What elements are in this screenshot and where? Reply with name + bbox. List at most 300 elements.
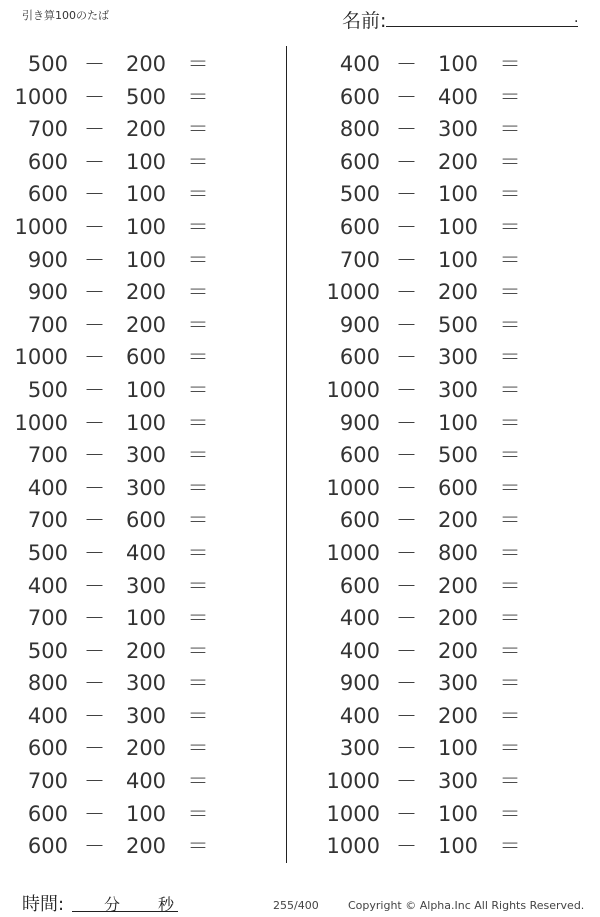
minuend: 600 [339, 508, 380, 533]
equals-sign: ＝ [499, 312, 521, 337]
equals-sign: ＝ [187, 540, 209, 565]
equals-sign: ＝ [499, 671, 521, 696]
subtrahend: 100 [125, 801, 167, 826]
subtrahend: 500 [437, 443, 479, 468]
problem-row [312, 178, 592, 211]
subtrahend: 600 [125, 345, 167, 370]
minuend: 700 [27, 769, 68, 794]
subtrahend: 600 [125, 508, 167, 533]
equals-sign: ＝ [187, 214, 209, 239]
answer-space[interactable] [214, 178, 274, 211]
equals-sign: ＝ [499, 345, 521, 370]
equals-sign: ＝ [187, 247, 209, 272]
equals-sign: ＝ [499, 638, 521, 663]
subtrahend: 300 [125, 573, 167, 598]
minuend: 400 [339, 703, 380, 728]
equals-sign: ＝ [187, 52, 209, 76]
minus-sign: － [84, 117, 105, 142]
answer-space[interactable] [526, 113, 586, 146]
subtrahend: 400 [125, 769, 167, 794]
answer-space[interactable] [526, 472, 586, 505]
minus-sign: － [396, 377, 417, 402]
subtrahend: 100 [125, 182, 167, 207]
problem-row [0, 146, 280, 179]
minuend: 600 [27, 834, 68, 859]
answer-space[interactable] [214, 732, 274, 765]
answer-space[interactable] [526, 276, 586, 309]
minus-sign: － [84, 573, 105, 598]
copyright-notice: Copyright © Alpha.Inc All Rights Reserved. [348, 899, 585, 912]
equals-sign: ＝ [187, 475, 209, 500]
subtrahend: 100 [437, 214, 479, 239]
problem-row [312, 700, 592, 733]
time-label: 時間: [22, 894, 65, 915]
subtrahend: 100 [437, 182, 479, 207]
problem-row [0, 309, 280, 342]
minuend: 500 [27, 638, 68, 663]
name-field-period: . [574, 10, 579, 26]
answer-space[interactable] [214, 244, 274, 277]
equals-sign: ＝ [187, 280, 209, 305]
minuend: 1000 [326, 834, 380, 859]
problem-row [312, 504, 592, 537]
minuend: 900 [27, 247, 68, 272]
subtrahend: 500 [125, 84, 167, 109]
problem-row [0, 700, 280, 733]
subtrahend: 200 [437, 638, 479, 663]
problem-row [312, 81, 592, 114]
equals-sign: ＝ [187, 345, 209, 370]
answer-space[interactable] [214, 146, 274, 179]
answer-space[interactable] [526, 81, 586, 114]
minus-sign: － [84, 312, 105, 337]
minuend: 1000 [326, 540, 380, 565]
minus-sign: － [396, 443, 417, 468]
answer-space[interactable] [214, 537, 274, 570]
problem-row [0, 439, 280, 472]
minuend: 1000 [326, 769, 380, 794]
problem-row [312, 407, 592, 440]
minus-sign: － [396, 182, 417, 207]
answer-space[interactable] [214, 48, 274, 81]
answer-space[interactable] [214, 309, 274, 342]
answer-space[interactable] [526, 537, 586, 570]
minuend: 600 [27, 736, 68, 761]
worksheet-title: 引き算100のたば [22, 9, 109, 22]
problem-row [312, 48, 592, 81]
equals-sign: ＝ [499, 834, 521, 859]
minus-sign: － [396, 801, 417, 826]
answer-space[interactable] [214, 113, 274, 146]
equals-sign: ＝ [499, 247, 521, 272]
minus-sign: － [396, 540, 417, 565]
minuend: 400 [339, 606, 380, 631]
answer-space[interactable] [526, 407, 586, 440]
subtrahend: 300 [437, 671, 479, 696]
equals-sign: ＝ [187, 443, 209, 468]
answer-space[interactable] [526, 178, 586, 211]
answer-space[interactable] [526, 48, 586, 81]
answer-space[interactable] [214, 798, 274, 831]
equals-sign: ＝ [187, 834, 209, 859]
subtrahend: 100 [437, 52, 479, 76]
minuend: 1000 [14, 84, 68, 109]
answer-space[interactable] [526, 374, 586, 407]
subtrahend: 300 [437, 345, 479, 370]
subtrahend: 100 [125, 214, 167, 239]
minuend: 400 [339, 52, 380, 76]
problem-row [0, 537, 280, 570]
minus-sign: － [84, 345, 105, 370]
minus-sign: － [396, 573, 417, 598]
subtrahend: 100 [125, 247, 167, 272]
answer-space[interactable] [214, 830, 274, 863]
answer-space[interactable] [526, 439, 586, 472]
minuend: 400 [339, 638, 380, 663]
problem-row [312, 276, 592, 309]
minuend: 1000 [14, 214, 68, 239]
minus-sign: － [84, 508, 105, 533]
problem-row [312, 667, 592, 700]
subtrahend: 200 [437, 508, 479, 533]
problem-row [312, 211, 592, 244]
subtrahend: 100 [437, 834, 479, 859]
answer-space[interactable] [526, 798, 586, 831]
minuend: 600 [339, 573, 380, 598]
minuend: 500 [27, 52, 68, 76]
problem-row [0, 211, 280, 244]
minus-sign: － [84, 671, 105, 696]
minus-sign: － [396, 703, 417, 728]
equals-sign: ＝ [187, 606, 209, 631]
subtrahend: 200 [437, 573, 479, 598]
equals-sign: ＝ [187, 703, 209, 728]
minus-sign: － [84, 703, 105, 728]
minus-sign: － [396, 312, 417, 337]
minuend: 700 [27, 606, 68, 631]
problem-row [0, 244, 280, 277]
equals-sign: ＝ [499, 769, 521, 794]
equals-sign: ＝ [499, 573, 521, 598]
equals-sign: ＝ [499, 280, 521, 305]
equals-sign: ＝ [187, 736, 209, 761]
minus-sign: － [396, 214, 417, 239]
problem-row [312, 113, 592, 146]
equals-sign: ＝ [499, 443, 521, 468]
answer-space[interactable] [214, 504, 274, 537]
answer-space[interactable] [214, 276, 274, 309]
minus-sign: － [396, 345, 417, 370]
subtrahend: 100 [437, 801, 479, 826]
minuend: 700 [27, 508, 68, 533]
answer-space[interactable] [214, 570, 274, 603]
answer-space[interactable] [526, 211, 586, 244]
equals-sign: ＝ [499, 508, 521, 533]
answer-space[interactable] [214, 765, 274, 798]
minuend: 300 [339, 736, 380, 761]
minus-sign: － [84, 834, 105, 859]
answer-space[interactable] [526, 635, 586, 668]
minuend: 500 [339, 182, 380, 207]
subtrahend: 300 [437, 117, 479, 142]
minuend: 600 [27, 801, 68, 826]
answer-space[interactable] [214, 407, 274, 440]
subtrahend: 400 [125, 540, 167, 565]
subtrahend: 500 [437, 312, 479, 337]
subtrahend: 200 [437, 703, 479, 728]
answer-space[interactable] [214, 667, 274, 700]
equals-sign: ＝ [499, 182, 521, 207]
minus-sign: － [396, 149, 417, 174]
problem-row [312, 830, 592, 863]
problem-row [312, 732, 592, 765]
equals-sign: ＝ [499, 540, 521, 565]
answer-space[interactable] [526, 309, 586, 342]
subtrahend: 100 [437, 736, 479, 761]
subtrahend: 100 [125, 606, 167, 631]
answer-space[interactable] [526, 602, 586, 635]
minus-sign: － [84, 736, 105, 761]
minus-sign: － [396, 508, 417, 533]
subtrahend: 200 [437, 606, 479, 631]
minuend: 400 [27, 573, 68, 598]
minuend: 1000 [14, 345, 68, 370]
equals-sign: ＝ [499, 606, 521, 631]
minuend: 600 [27, 149, 68, 174]
problem-row [0, 830, 280, 863]
problem-column-left [0, 48, 280, 863]
subtrahend: 300 [125, 703, 167, 728]
minus-sign: － [396, 410, 417, 435]
problem-row [312, 146, 592, 179]
problem-row [312, 341, 592, 374]
minus-sign: － [84, 540, 105, 565]
problem-row [0, 276, 280, 309]
subtrahend: 400 [437, 84, 479, 109]
minus-sign: － [396, 117, 417, 142]
minuend: 600 [339, 443, 380, 468]
problem-row [312, 765, 592, 798]
minuend: 900 [339, 312, 380, 337]
minus-sign: － [84, 606, 105, 631]
minus-sign: － [84, 769, 105, 794]
equals-sign: ＝ [187, 410, 209, 435]
subtrahend: 300 [125, 443, 167, 468]
answer-space[interactable] [214, 472, 274, 505]
minus-sign: － [84, 84, 105, 109]
answer-space[interactable] [214, 374, 274, 407]
subtrahend: 200 [125, 52, 167, 76]
minus-sign: － [396, 52, 417, 76]
subtrahend: 200 [125, 736, 167, 761]
minuend: 600 [339, 345, 380, 370]
subtrahend: 200 [125, 638, 167, 663]
answer-space[interactable] [526, 244, 586, 277]
equals-sign: ＝ [499, 84, 521, 109]
answer-space[interactable] [214, 700, 274, 733]
problem-row [0, 570, 280, 603]
column-divider [286, 46, 287, 863]
name-label: 名前: [342, 10, 387, 32]
equals-sign: ＝ [499, 52, 521, 76]
minute-label: 分 [104, 895, 121, 914]
answer-space[interactable] [526, 667, 586, 700]
minus-sign: － [84, 801, 105, 826]
problem-row [312, 570, 592, 603]
answer-space[interactable] [214, 341, 274, 374]
problem-row [0, 178, 280, 211]
subtrahend: 300 [125, 475, 167, 500]
equals-sign: ＝ [499, 117, 521, 142]
minus-sign: － [84, 182, 105, 207]
subtrahend: 600 [437, 475, 479, 500]
minuend: 700 [27, 117, 68, 142]
equals-sign: ＝ [187, 671, 209, 696]
minus-sign: － [396, 247, 417, 272]
answer-space[interactable] [526, 830, 586, 863]
equals-sign: ＝ [499, 736, 521, 761]
minus-sign: － [84, 638, 105, 663]
minuend: 1000 [326, 280, 380, 305]
equals-sign: ＝ [187, 769, 209, 794]
problem-row [312, 472, 592, 505]
minus-sign: － [396, 736, 417, 761]
problem-row [312, 798, 592, 831]
minuend: 700 [27, 443, 68, 468]
problem-row [0, 504, 280, 537]
problem-row [0, 765, 280, 798]
minus-sign: － [396, 671, 417, 696]
equals-sign: ＝ [187, 377, 209, 402]
minus-sign: － [84, 475, 105, 500]
minuend: 700 [339, 247, 380, 272]
answer-space[interactable] [526, 146, 586, 179]
minuend: 400 [27, 475, 68, 500]
page-count: 255/400 [273, 899, 319, 912]
answer-space[interactable] [214, 81, 274, 114]
minuend: 800 [339, 117, 380, 142]
subtrahend: 200 [437, 149, 479, 174]
minuend: 1000 [326, 377, 380, 402]
answer-space[interactable] [214, 635, 274, 668]
minuend: 600 [339, 214, 380, 239]
equals-sign: ＝ [187, 508, 209, 533]
minuend: 700 [27, 312, 68, 337]
equals-sign: ＝ [187, 149, 209, 174]
equals-sign: ＝ [187, 84, 209, 109]
minus-sign: － [84, 247, 105, 272]
problem-row [0, 635, 280, 668]
problem-row [312, 374, 592, 407]
minus-sign: － [396, 84, 417, 109]
minuend: 1000 [14, 410, 68, 435]
subtrahend: 100 [437, 247, 479, 272]
subtrahend: 800 [437, 540, 479, 565]
problem-row [0, 798, 280, 831]
name-field-line[interactable] [386, 26, 578, 27]
minus-sign: － [396, 769, 417, 794]
minus-sign: － [396, 606, 417, 631]
subtrahend: 300 [437, 769, 479, 794]
subtrahend: 200 [437, 280, 479, 305]
equals-sign: ＝ [187, 182, 209, 207]
equals-sign: ＝ [187, 638, 209, 663]
equals-sign: ＝ [499, 703, 521, 728]
problem-row [312, 537, 592, 570]
equals-sign: ＝ [499, 149, 521, 174]
equals-sign: ＝ [499, 377, 521, 402]
minus-sign: － [396, 280, 417, 305]
minuend: 400 [27, 703, 68, 728]
answer-space[interactable] [214, 439, 274, 472]
problem-row [312, 602, 592, 635]
minuend: 600 [339, 149, 380, 174]
minuend: 500 [27, 377, 68, 402]
answer-space[interactable] [526, 570, 586, 603]
problem-column-right [312, 48, 592, 863]
problem-row [0, 81, 280, 114]
answer-space[interactable] [214, 602, 274, 635]
minus-sign: － [396, 834, 417, 859]
problem-row [0, 48, 280, 81]
minus-sign: － [84, 410, 105, 435]
equals-sign: ＝ [187, 312, 209, 337]
minus-sign: － [396, 638, 417, 663]
second-label: 秒 [158, 895, 175, 914]
minus-sign: － [84, 52, 105, 76]
equals-sign: ＝ [187, 801, 209, 826]
minuend: 600 [339, 84, 380, 109]
problem-row [312, 244, 592, 277]
minuend: 1000 [326, 475, 380, 500]
subtrahend: 200 [125, 280, 167, 305]
minus-sign: － [84, 377, 105, 402]
equals-sign: ＝ [499, 475, 521, 500]
problem-row [0, 374, 280, 407]
problem-row [312, 309, 592, 342]
answer-space[interactable] [526, 341, 586, 374]
problem-row [312, 635, 592, 668]
answer-space[interactable] [526, 732, 586, 765]
minuend: 800 [27, 671, 68, 696]
answer-space[interactable] [526, 504, 586, 537]
subtrahend: 100 [437, 410, 479, 435]
minuend: 600 [27, 182, 68, 207]
minuend: 900 [27, 280, 68, 305]
problem-row [0, 407, 280, 440]
answer-space[interactable] [214, 211, 274, 244]
answer-space[interactable] [526, 765, 586, 798]
equals-sign: ＝ [499, 410, 521, 435]
equals-sign: ＝ [499, 801, 521, 826]
minus-sign: － [84, 214, 105, 239]
minus-sign: － [84, 280, 105, 305]
equals-sign: ＝ [187, 117, 209, 142]
equals-sign: ＝ [187, 573, 209, 598]
minuend: 900 [339, 410, 380, 435]
problem-row [312, 439, 592, 472]
subtrahend: 100 [125, 149, 167, 174]
problem-row [0, 667, 280, 700]
minuend: 1000 [326, 801, 380, 826]
answer-space[interactable] [526, 700, 586, 733]
minus-sign: － [396, 475, 417, 500]
minus-sign: － [84, 443, 105, 468]
problem-row [0, 602, 280, 635]
subtrahend: 200 [125, 117, 167, 142]
subtrahend: 300 [125, 671, 167, 696]
equals-sign: ＝ [499, 214, 521, 239]
